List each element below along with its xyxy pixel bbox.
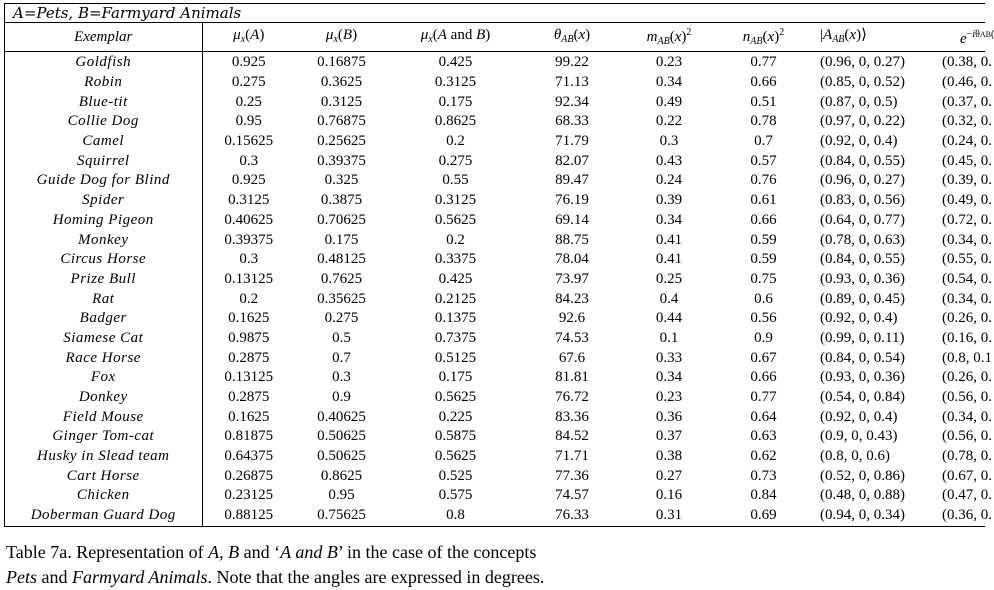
cell-mu-b: 0.9: [332, 389, 351, 406]
caption-pets: Pets: [6, 567, 37, 587]
cell-vector: (0.92, 0, 0.4): [820, 133, 898, 150]
cell-mu-a: 0.3: [239, 152, 259, 169]
cell-vector: (0.93, 0, 0.36): [820, 270, 905, 287]
cell-n2: 0.75: [750, 270, 777, 287]
cell-n2: 0.73: [750, 467, 777, 484]
cell-mu-a: 0.9875: [228, 329, 270, 346]
cell-phase: (0.55, 0.: [942, 251, 992, 268]
cell-phase: (0.49, 0.: [942, 192, 992, 209]
header-row: [5, 23, 985, 52]
cell-n2: 0.78: [750, 113, 777, 130]
table-row: [5, 171, 985, 191]
cell-mu-ab: 0.8: [446, 507, 465, 524]
cell-n2: 0.51: [750, 93, 777, 110]
cell-vector: (0.48, 0, 0.88): [820, 487, 905, 504]
cell-vector: (0.92, 0, 0.4): [820, 310, 898, 327]
cell-mu-ab: 0.525: [438, 467, 473, 484]
cell-mu-b: 0.48125: [317, 251, 366, 268]
cell-phase: (0.37, 0.: [942, 93, 992, 110]
cell-n2: 0.6: [754, 290, 773, 307]
cell-m2: 0.22: [655, 113, 683, 130]
cell-m2: 0.27: [655, 467, 683, 484]
cell-m2: 0.38: [655, 448, 683, 465]
cell-mu-ab: 0.3125: [434, 74, 477, 91]
cell-n2: 0.69: [750, 507, 777, 524]
cell-phase: (0.34, 0.: [942, 408, 992, 425]
cell-m2: 0.3: [659, 133, 679, 150]
table-row: [5, 309, 985, 329]
cell-exemplar: Homing Pigeon: [5, 211, 202, 231]
header-mu-a: $\mu_x(A)$: [202, 23, 295, 52]
cell-n2: 0.62: [750, 448, 777, 465]
cell-m2: 0.37: [655, 428, 683, 445]
caption-text-end: ’ in the case of the concepts: [337, 542, 537, 562]
caption-and-2: and: [37, 567, 72, 587]
cell-theta: 84.52: [555, 428, 589, 445]
cell-n2: 0.59: [750, 251, 777, 268]
cell-theta: 71.79: [555, 133, 589, 150]
cell-phase: (0.34, 0.: [942, 290, 992, 307]
cell-mu-a: 0.3125: [228, 192, 270, 209]
cell-theta: 73.97: [555, 270, 589, 287]
cell-mu-b: 0.3125: [320, 93, 363, 110]
caption-a-and-b: A and B: [280, 542, 338, 562]
cell-mu-ab: 0.2: [446, 133, 465, 150]
cell-mu-a: 0.275: [231, 74, 266, 91]
cell-mu-ab: 0.575: [438, 487, 473, 504]
cell-mu-b: 0.50625: [317, 428, 366, 445]
cell-vector: (0.99, 0, 0.11): [820, 329, 905, 346]
cell-phase: (0.16, 0.: [942, 329, 992, 346]
cell-mu-ab: 0.5625: [434, 211, 477, 228]
cell-mu-a: 0.1625: [228, 408, 270, 425]
cell-mu-ab: 0.1375: [434, 310, 477, 327]
cell-vector: (0.84, 0, 0.55): [820, 152, 905, 169]
cell-exemplar: Husky in Slead team: [5, 447, 202, 467]
cell-phase: (0.45, 0.: [942, 152, 992, 169]
cell-mu-a: 0.95: [235, 113, 262, 130]
header-vector: $|A_{AB}(x)⟩$: [810, 23, 938, 52]
cell-mu-a: 0.64375: [224, 448, 274, 465]
cell-m2: 0.39: [655, 192, 683, 209]
table-row: [5, 211, 985, 231]
header-mu-ab: $\mu_x(A$ and B): [388, 23, 523, 52]
cell-vector: (0.85, 0, 0.52): [820, 74, 905, 91]
caption-a: A: [208, 542, 220, 562]
cell-n2: 0.63: [750, 428, 777, 445]
cell-mu-ab: 0.175: [438, 93, 473, 110]
cell-exemplar: Robin: [5, 73, 202, 93]
cell-mu-b: 0.3875: [320, 192, 363, 209]
table-row: [5, 388, 985, 408]
cell-m2: 0.23: [655, 389, 683, 406]
cell-mu-ab: 0.5625: [434, 448, 477, 465]
cell-m2: 0.49: [655, 93, 683, 110]
cell-m2: 0.34: [655, 369, 683, 386]
cell-theta: 71.71: [555, 448, 589, 465]
cell-theta: 69.14: [555, 211, 589, 228]
cell-n2: 0.61: [750, 192, 777, 209]
cell-exemplar: Blue-tit: [5, 92, 202, 112]
cell-mu-ab: 0.7375: [434, 329, 477, 346]
cell-mu-ab: 0.5125: [434, 349, 477, 366]
cell-mu-b: 0.35625: [317, 290, 366, 307]
table-row: [5, 191, 985, 211]
cell-mu-ab: 0.275: [438, 152, 473, 169]
cell-mu-ab: 0.3375: [434, 251, 477, 268]
cell-n2: 0.9: [754, 329, 773, 346]
cell-phase: (0.39, 0.: [942, 172, 992, 189]
cell-vector: (0.97, 0, 0.22): [820, 113, 905, 130]
cell-n2: 0.66: [750, 369, 777, 386]
cell-m2: 0.36: [655, 408, 683, 425]
cell-mu-ab: 0.8625: [434, 113, 477, 130]
cell-theta: 67.6: [558, 349, 586, 366]
table-row: [5, 506, 985, 526]
table-row: [5, 112, 985, 132]
cell-theta: 84.23: [555, 290, 589, 307]
cell-m2: 0.16: [655, 487, 683, 504]
cell-theta: 82.07: [555, 152, 589, 169]
cell-phase: (0.26, 0.: [942, 310, 992, 327]
cell-exemplar: Spider: [5, 191, 202, 211]
cell-theta: 92.6: [558, 310, 586, 327]
cell-exemplar: Doberman Guard Dog: [5, 506, 202, 526]
caption-farmyard: Farmyard Animals: [72, 567, 208, 587]
cell-exemplar: Donkey: [5, 388, 202, 408]
cell-mu-b: 0.95: [328, 487, 355, 504]
cell-phase: (0.46, 0.: [942, 74, 992, 91]
cell-vector: (0.89, 0, 0.45): [820, 290, 905, 307]
cell-vector: (0.84, 0, 0.54): [820, 349, 905, 366]
cell-mu-b: 0.70625: [317, 211, 366, 228]
cell-mu-a: 0.925: [231, 172, 266, 189]
cell-mu-b: 0.7625: [320, 270, 363, 287]
cell-m2: 0.41: [655, 251, 683, 268]
cell-phase: (0.78, 0.: [942, 448, 992, 465]
cell-mu-a: 0.40625: [224, 211, 274, 228]
cell-theta: 76.33: [555, 507, 589, 524]
cell-mu-b: 0.325: [324, 172, 359, 189]
cell-mu-a: 0.15625: [224, 133, 274, 150]
cell-vector: (0.83, 0, 0.56): [820, 192, 905, 209]
table-row: [5, 132, 985, 152]
cell-vector: (0.96, 0, 0.27): [820, 54, 905, 71]
header-phase: $e^{-i\theta AB}$: [938, 23, 985, 52]
header-theta: $\theta_{AB}(x)$: [523, 23, 621, 52]
cell-mu-a: 0.88125: [224, 507, 274, 524]
cell-exemplar: Prize Bull: [5, 270, 202, 290]
cell-theta: 78.04: [555, 251, 589, 268]
cell-phase: (0.26, 0.: [942, 369, 992, 386]
cell-exemplar: Monkey: [5, 230, 202, 250]
cell-mu-ab: 0.175: [438, 369, 473, 386]
cell-m2: 0.23: [655, 54, 683, 71]
cell-mu-ab: 0.225: [438, 408, 473, 425]
cell-phase: (0.67, 0.: [942, 467, 992, 484]
header-n2: $n_{AB}(x)^2$: [717, 23, 810, 52]
cell-mu-b: 0.25625: [317, 133, 366, 150]
cell-exemplar: Guide Dog for Blind: [5, 171, 202, 191]
cell-n2: 0.59: [750, 231, 777, 248]
cell-phase: (0.34, 0.: [942, 231, 992, 248]
cell-n2: 0.56: [750, 310, 777, 327]
caption-text: Table 7a. Representation of: [6, 542, 209, 562]
cell-exemplar: Goldfish: [5, 52, 202, 73]
cell-vector: (0.93, 0, 0.36): [820, 369, 905, 386]
cell-phase: (0.54, 0.: [942, 270, 992, 287]
header-exemplar: [5, 23, 202, 52]
cell-mu-b: 0.5: [332, 329, 351, 346]
cell-exemplar: Ginger Tom-cat: [5, 427, 202, 447]
table-body: [5, 52, 992, 526]
cell-phase: (0.32, 0.: [942, 113, 992, 130]
cell-exemplar: Field Mouse: [5, 407, 202, 427]
cell-mu-b: 0.8625: [320, 467, 363, 484]
cell-theta: 89.47: [555, 172, 589, 189]
table-caption: [6, 540, 906, 590]
cell-mu-b: 0.275: [324, 310, 359, 327]
table-row: [5, 447, 985, 467]
table-grid: [5, 23, 992, 526]
cell-mu-a: 0.925: [231, 54, 266, 71]
cell-exemplar: Rat: [5, 289, 202, 309]
cell-mu-b: 0.16875: [317, 54, 366, 71]
cell-n2: 0.66: [750, 74, 777, 91]
table-row: [5, 250, 985, 270]
cell-vector: (0.54, 0, 0.84): [820, 389, 905, 406]
cell-n2: 0.64: [750, 408, 777, 425]
cell-mu-ab: 0.425: [438, 54, 473, 71]
data-table: [4, 3, 992, 527]
cell-vector: (0.84, 0, 0.55): [820, 251, 905, 268]
cell-mu-a: 0.1625: [228, 310, 270, 327]
cell-phase: (0.38, 0.: [942, 54, 992, 71]
cell-mu-ab: 0.2125: [434, 290, 477, 307]
cell-vector: (0.64, 0, 0.77): [820, 211, 905, 228]
cell-vector: (0.78, 0, 0.63): [820, 231, 905, 248]
table-row: [5, 348, 985, 368]
cell-n2: 0.77: [750, 54, 777, 71]
cell-mu-b: 0.39375: [317, 152, 366, 169]
table-title: A=Pets, B=Farmyard Animals: [5, 4, 985, 23]
table-row: [5, 289, 985, 309]
cell-mu-ab: 0.5625: [434, 389, 477, 406]
cell-mu-ab: 0.425: [438, 270, 473, 287]
table-row: [5, 368, 985, 388]
cell-mu-a: 0.25: [235, 93, 262, 110]
cell-theta: 99.22: [555, 54, 589, 71]
cell-exemplar: Race Horse: [5, 348, 202, 368]
table-row: [5, 73, 985, 93]
cell-theta: 71.13: [555, 74, 589, 91]
cell-mu-b: 0.50625: [317, 448, 366, 465]
cell-vector: (0.96, 0, 0.27): [820, 172, 905, 189]
cell-exemplar: Siamese Cat: [5, 329, 202, 349]
cell-exemplar: Cart Horse: [5, 466, 202, 486]
cell-theta: 77.36: [555, 467, 589, 484]
caption-and: and ‘: [239, 542, 281, 562]
cell-theta: 92.34: [555, 93, 589, 110]
cell-theta: 74.53: [555, 329, 589, 346]
cell-mu-b: 0.3625: [320, 74, 363, 91]
cell-theta: 81.81: [555, 369, 589, 386]
cell-exemplar: Collie Dog: [5, 112, 202, 132]
cell-theta: 68.33: [555, 113, 589, 130]
cell-mu-a: 0.2875: [228, 389, 270, 406]
cell-mu-b: 0.7: [332, 349, 351, 366]
cell-m2: 0.4: [659, 290, 679, 307]
cell-mu-a: 0.13125: [224, 270, 274, 287]
cell-vector: (0.92, 0, 0.4): [820, 408, 898, 425]
cell-mu-ab: 0.2: [446, 231, 465, 248]
cell-phase: (0.56, 0.: [942, 428, 992, 445]
cell-phase: (0.47, 0.: [942, 487, 992, 504]
cell-mu-ab: 0.5875: [434, 428, 477, 445]
table-row: [5, 329, 985, 349]
cell-m2: 0.44: [655, 310, 683, 327]
cell-vector: (0.9, 0, 0.43): [820, 428, 898, 445]
cell-mu-b: 0.75625: [317, 507, 366, 524]
cell-phase: (0.24, 0.: [942, 133, 992, 150]
cell-mu-ab: 0.55: [442, 172, 469, 189]
cell-n2: 0.76: [750, 172, 777, 189]
cell-phase: (0.56, 0.: [942, 389, 992, 406]
cell-vector: (0.94, 0, 0.34): [820, 507, 905, 524]
cell-mu-b: 0.175: [324, 231, 359, 248]
cell-exemplar: Circus Horse: [5, 250, 202, 270]
table-row: [5, 151, 985, 171]
cell-phase: (0.72, 0.: [942, 211, 992, 228]
cell-m2: 0.24: [655, 172, 683, 189]
cell-exemplar: Chicken: [5, 486, 202, 506]
cell-m2: 0.43: [655, 152, 683, 169]
table-row: [5, 427, 985, 447]
cell-mu-a: 0.3: [239, 251, 259, 268]
cell-mu-a: 0.13125: [224, 369, 274, 386]
caption-line-2: [6, 565, 906, 590]
cell-n2: 0.84: [750, 487, 777, 504]
table-row: [5, 486, 985, 506]
cell-vector: (0.87, 0, 0.5): [820, 93, 898, 110]
cell-mu-a: 0.2: [239, 290, 259, 307]
cell-mu-b: 0.3: [332, 369, 351, 386]
table-row: [5, 270, 985, 290]
table-row: [5, 52, 985, 73]
table-row: [5, 230, 985, 250]
cell-mu-a: 0.81875: [224, 428, 274, 445]
table-row: [5, 92, 985, 112]
cell-exemplar: Badger: [5, 309, 202, 329]
cell-m2: 0.33: [655, 349, 683, 366]
cell-m2: 0.31: [655, 507, 683, 524]
cell-n2: 0.66: [750, 211, 777, 228]
table-row: [5, 466, 985, 486]
header-mu-b: $\mu_x(B)$: [295, 23, 388, 52]
cell-phase: (0.36, 0.: [942, 507, 992, 524]
cell-phase: (0.8, 0.1: [942, 349, 992, 366]
cell-n2: 0.77: [750, 389, 777, 406]
cell-exemplar: Fox: [5, 368, 202, 388]
cell-theta: 76.72: [555, 389, 589, 406]
cell-mu-ab: 0.3125: [434, 192, 477, 209]
cell-mu-a: 0.23125: [224, 487, 274, 504]
cell-mu-a: 0.26875: [224, 467, 274, 484]
cell-m2: 0.1: [659, 329, 679, 346]
cell-exemplar: Camel: [5, 132, 202, 152]
cell-mu-b: 0.76875: [317, 113, 366, 130]
cell-n2: 0.57: [750, 152, 777, 169]
cell-mu-a: 0.2875: [228, 349, 270, 366]
cell-mu-b: 0.40625: [317, 408, 366, 425]
cell-vector: (0.52, 0, 0.86): [820, 467, 905, 484]
table-row: [5, 407, 985, 427]
caption-sep: ,: [219, 542, 229, 562]
cell-n2: 0.7: [754, 133, 773, 150]
cell-theta: 76.19: [555, 192, 589, 209]
caption-line-1: [6, 540, 906, 565]
cell-theta: 83.36: [555, 408, 589, 425]
cell-m2: 0.34: [655, 74, 683, 91]
cell-n2: 0.67: [750, 349, 777, 366]
caption-note: . Note that the angles are expressed in degrees.: [207, 567, 545, 587]
cell-m2: 0.41: [655, 231, 683, 248]
cell-exemplar: Squirrel: [5, 151, 202, 171]
cell-m2: 0.34: [655, 211, 683, 228]
header-exemplar-label: Exemplar: [74, 28, 133, 45]
header-m2: $m_{AB}(x)^2$: [621, 23, 717, 52]
caption-b: B: [228, 542, 240, 562]
cell-theta: 74.57: [555, 487, 589, 504]
cell-vector: (0.8, 0, 0.6): [820, 448, 890, 465]
cell-mu-a: 0.39375: [224, 231, 274, 248]
cell-theta: 88.75: [555, 231, 589, 248]
cell-m2: 0.25: [655, 270, 683, 287]
